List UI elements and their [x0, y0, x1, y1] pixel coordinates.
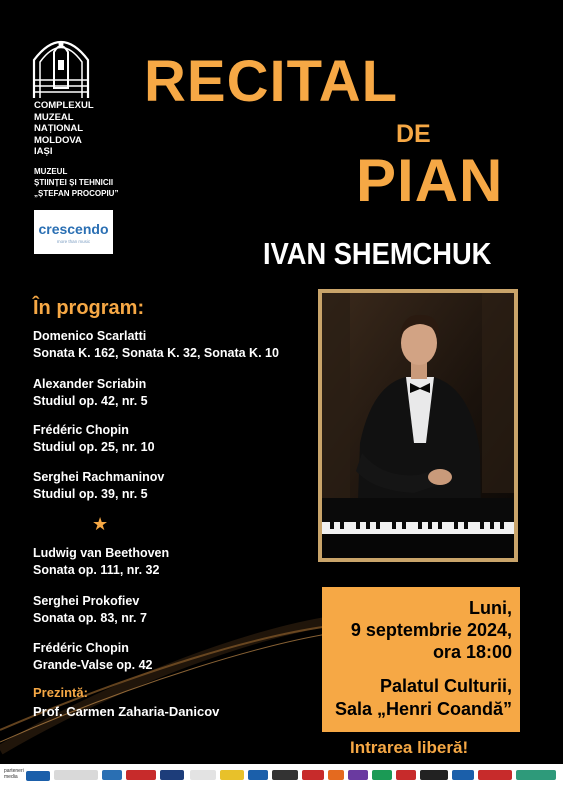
- program-composer: Alexander Scriabin: [33, 377, 147, 391]
- sponsor-logo: [478, 770, 512, 780]
- title-recital: RECITAL: [144, 49, 399, 114]
- sponsor-logo: [452, 770, 474, 780]
- program-work: Grande-Valse op. 42: [33, 658, 153, 672]
- museum-name: [34, 166, 118, 199]
- crescendo-logo-name: crescendo: [38, 221, 109, 237]
- event-day: Luni,: [469, 598, 512, 618]
- sponsor-logo: [272, 770, 298, 780]
- free-admission: Intrarea liberă!: [350, 738, 469, 757]
- organizer-line: MOLDOVA: [34, 134, 82, 146]
- sponsor-logo: [54, 770, 98, 780]
- sponsor-logo: [26, 771, 50, 781]
- star-icon: ★: [92, 514, 109, 534]
- title-de: DE: [396, 120, 431, 148]
- program-composer: Serghei Rachmaninov: [33, 470, 165, 484]
- museum-line: ȘTIINȚEI ȘI TEHNICII: [34, 178, 114, 187]
- program-item: [33, 469, 164, 503]
- organizer-line: MUZEAL: [34, 111, 74, 123]
- organizer-line: IAȘI: [34, 146, 53, 157]
- sponsor-logo: [372, 770, 392, 780]
- program-work: Studiul op. 42, nr. 5: [33, 394, 148, 408]
- title-pian: PIAN: [356, 147, 504, 214]
- event-details-box: [322, 587, 520, 732]
- program-composer: Ludwig van Beethoven: [33, 546, 170, 560]
- presenter-label: Prezintă:: [33, 685, 88, 700]
- event-venue: Palatul Culturii,: [379, 676, 512, 696]
- sponsor-logo: [126, 770, 156, 780]
- museum-logo-icon: [30, 30, 92, 100]
- sponsor-logo: [190, 770, 216, 780]
- sponsor-logo: [160, 770, 184, 780]
- program-item: [33, 593, 147, 627]
- organizer-line: NAȚIONAL: [34, 123, 84, 134]
- organizer-name: [34, 100, 94, 158]
- sponsor-logo: [302, 770, 324, 780]
- program-work: Sonata K. 162, Sonata K. 32, Sonata K. 10: [33, 346, 279, 360]
- event-time: ora 18:00: [432, 642, 512, 662]
- sponsor-logo: [328, 770, 344, 780]
- artist-name: IVAN SHEMCHUK: [263, 236, 492, 271]
- program-work: Studiul op. 39, nr. 5: [33, 487, 148, 501]
- sponsor-logo: [248, 770, 268, 780]
- organizer-line: COMPLEXUL: [34, 100, 94, 111]
- program-composer: Domenico Scarlatti: [33, 329, 147, 343]
- crescendo-logo-tagline: more than music: [56, 239, 91, 244]
- sponsor-logo: [220, 770, 244, 780]
- program-item: [33, 640, 153, 674]
- program-work: Studiul op. 25, nr. 10: [33, 440, 155, 454]
- museum-line: „ȘTEFAN PROCOPIU”: [34, 189, 119, 198]
- program-item: [33, 328, 279, 362]
- crescendo-logo: [34, 210, 113, 254]
- sponsors-bar: [0, 764, 563, 789]
- sponsor-logo: [420, 770, 448, 780]
- event-hall: Sala „Henri Coandă”: [334, 699, 512, 719]
- pianist-photo-image: [322, 293, 514, 558]
- media-partners-label: parteneri media: [4, 768, 24, 780]
- program-composer: Serghei Prokofiev: [33, 594, 140, 608]
- program-item: [33, 422, 155, 456]
- presenter-name: Prof. Carmen Zaharia-Danicov: [33, 704, 220, 719]
- program-item: [33, 545, 169, 579]
- program-item: [33, 376, 148, 410]
- sponsor-logo: [102, 770, 122, 780]
- program-heading: În program:: [33, 297, 145, 319]
- program-work: Sonata op. 83, nr. 7: [33, 611, 147, 625]
- sponsor-logo: [348, 770, 368, 780]
- program-work: Sonata op. 111, nr. 32: [33, 563, 160, 577]
- program-composer: Frédéric Chopin: [33, 641, 129, 655]
- artist-photo: [318, 289, 518, 562]
- sponsor-logo: [396, 770, 416, 780]
- program-composer: Frédéric Chopin: [33, 423, 129, 437]
- event-date: 9 septembrie 2024,: [350, 620, 512, 640]
- sponsor-logo: [516, 770, 556, 780]
- museum-line: MUZEUL: [34, 167, 68, 176]
